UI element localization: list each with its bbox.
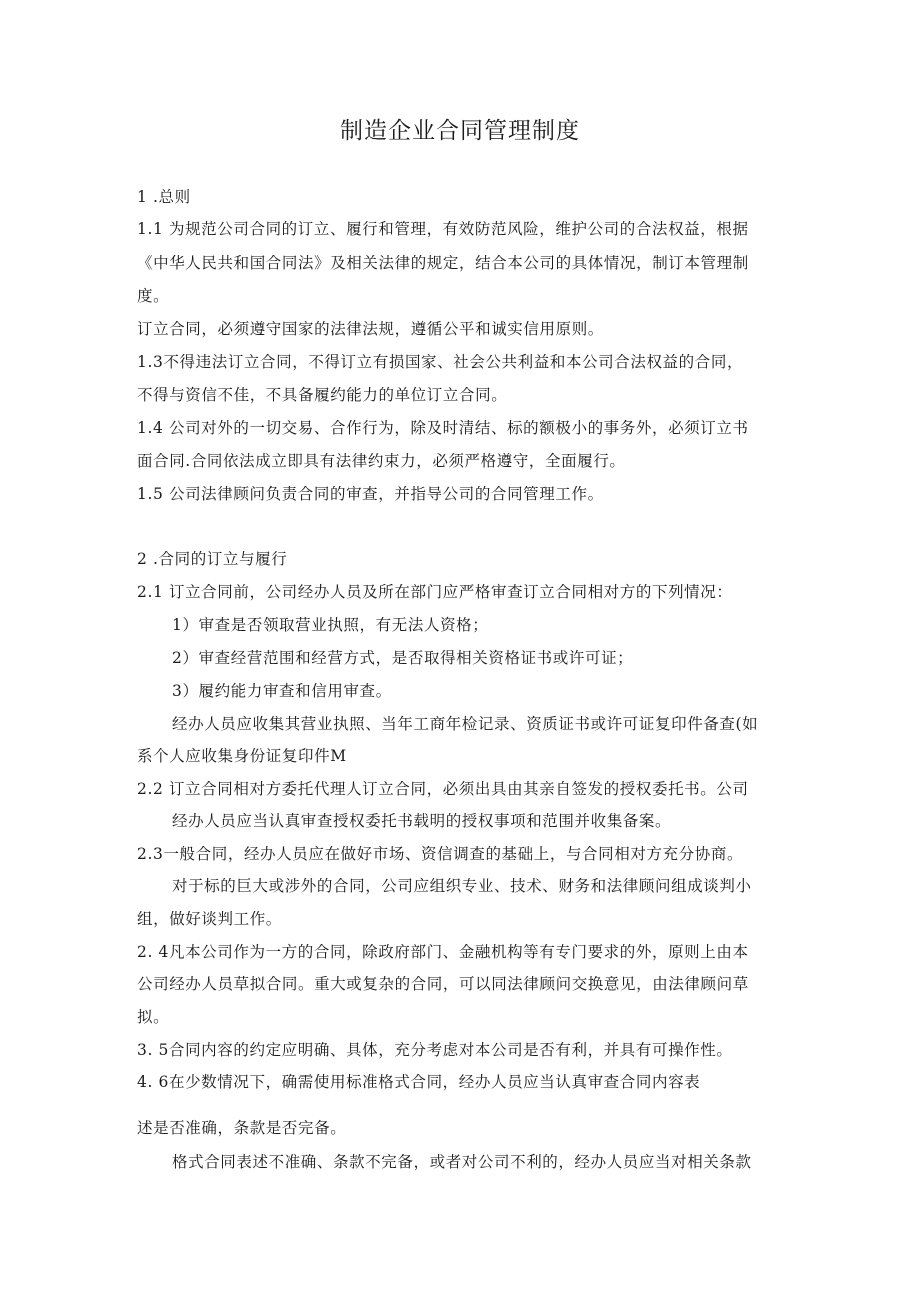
paragraph-line: 经办人员应当认真审查授权委托书载明的授权事项和范围并收集备案。 — [172, 812, 672, 830]
paragraph-line: 对于标的巨大或涉外的合同，公司应组织专业、技术、财务和法律顾问组成谈判小 — [172, 877, 752, 895]
paragraph-line: 格式合同表述不准确、条款不完备，或者对公司不利的，经办人员应当对相关条款 — [172, 1153, 752, 1171]
paragraph-line: 1.1 为规范公司合同的订立、履行和管理，有效防范风险，维护公司的合法权益，根据 — [137, 220, 749, 238]
paragraph-line: 系个人应收集身份证复印件M — [137, 747, 347, 765]
paragraph-line: 订立合同，必须遵守国家的法律法规，遵循公平和诚实信用原则。 — [137, 320, 604, 338]
paragraph-line: 面合同.合同依法成立即具有法律约束力，必须严格遵守，全面履行。 — [137, 452, 626, 470]
list-item: 3）履约能力审查和信用审查。 — [172, 682, 392, 700]
paragraph-line: 度。 — [137, 287, 170, 305]
paragraph-line: 述是否准确，条款是否完备。 — [137, 1119, 347, 1137]
paragraph-line: 1.3不得违法订立合同，不得订立有损国家、社会公共利益和本公司合法权益的合同， — [137, 353, 744, 371]
section-heading: 2 .合同的订立与履行 — [137, 550, 288, 568]
paragraph-line: 2.3一般合同，经办人员应在做好市场、资信调查的基础上，与合同相对方充分协商。 — [137, 845, 744, 863]
paragraph-line: 3. 5合同内容的约定应明确、具体，充分考虑对本公司是否有利，并具有可操作性。 — [137, 1041, 733, 1059]
paragraph-line: 2. 4凡本公司作为一方的合同，除政府部门、金融机构等有专门要求的外，原则上由本 — [137, 943, 749, 961]
paragraph-line: 《中华人民共和国合同法》及相关法律的规定，结合本公司的具体情况，制订本管理制 — [137, 254, 749, 272]
section-heading: 1 .总则 — [137, 188, 191, 206]
paragraph-line: 1.4 公司对外的一切交易、合作行为，除及时清结、标的额极小的事务外，必须订立书 — [137, 419, 749, 437]
paragraph-line: 不得与资信不佳，不具备履约能力的单位订立合同。 — [137, 386, 508, 404]
paragraph-line: 2.2 订立合同相对方委托代理人订立合同，必须出具由其亲自签发的授权委托书。公司 — [137, 780, 749, 798]
paragraph-line: 4. 6在少数情况下，确需使用标准格式合同，经办人员应当认真审查合同内容表 — [137, 1073, 701, 1091]
paragraph-line: 2.1 订立合同前，公司经办人员及所在部门应严格审查订立合同相对方的下列情况： — [137, 583, 733, 601]
list-item: 2）审查经营范围和经营方式，是否取得相关资格证书或许可证； — [172, 649, 634, 667]
page-title: 制造企业合同管理制度 — [340, 118, 580, 144]
paragraph-line: 公司经办人员草拟合同。重大或复杂的合同，可以同法律顾问交换意见，由法律顾问草 — [137, 975, 749, 993]
paragraph-line: 1.5 公司法律顾问负责合同的审查，并指导公司的合同管理工作。 — [137, 485, 604, 503]
paragraph-line: 组，做好谈判工作。 — [137, 910, 282, 928]
list-item: 1）审查是否领取营业执照，有无法人资格； — [172, 616, 489, 634]
paragraph-line: 经办人员应收集其营业执照、当年工商年检记录、资质证书或许可证复印件备查(如 — [172, 715, 759, 733]
paragraph-line: 拟。 — [137, 1008, 170, 1026]
